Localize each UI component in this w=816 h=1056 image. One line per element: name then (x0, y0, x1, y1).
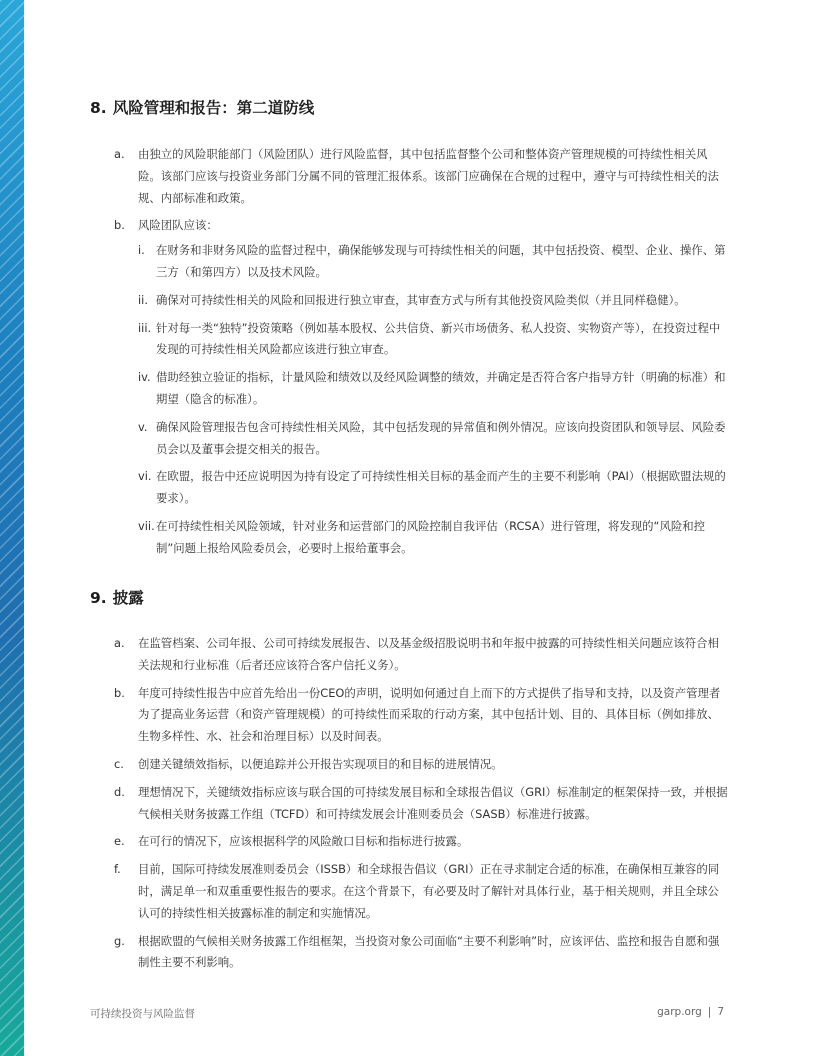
list-item (90, 683, 730, 748)
footer-document-title: 可持续投资与风险监督 (90, 1008, 195, 1020)
list-item (90, 215, 730, 559)
sub-list-item-text: 在可持续性相关风险领域，针对业务和运营部门的风险控制自我评估（RCSA）进行管理，将发现的“风险和控制”问题上报给风险委员会，必要时上报给董事会。 (156, 518, 706, 555)
list-item-text: 在可行的情况下，应该根据科学的风险敞口目标和指标进行披露。 (138, 834, 469, 849)
list-item-text: 创建关键绩效指标，以便追踪并公开报告实现项目的和目标的进展情况。 (138, 756, 503, 771)
sub-list-marker: v. (138, 419, 148, 434)
list-item (90, 859, 730, 924)
sub-list-marker: vi. (138, 469, 152, 484)
decorative-side-stripe (0, 0, 24, 1056)
sub-list-item-text: 针对每一类“独特”投资策略（例如基本股权、公共信贷、新兴市场债务、私人投资、实物资产等），在投资过程中发现的可持续性相关风险都应该进行独立审查。 (156, 320, 721, 357)
sub-list-item (138, 367, 730, 411)
sub-list-item (138, 318, 730, 362)
list-item (90, 831, 730, 853)
sub-list-marker: i. (138, 243, 145, 258)
list-marker: c. (114, 756, 124, 771)
list-marker: a. (114, 636, 125, 650)
list-item-text: 根据欧盟的气候相关财务披露工作组框架，当投资对象公司面临“主要不利影响”时，应该评估、监控和报告自愿和强制性主要不利影响。 (138, 933, 720, 970)
list-marker: g. (114, 933, 125, 948)
list-marker: b. (114, 218, 125, 233)
list-item-text: 年度可持续性报告中应首先给出一份CEO的声明，说明如何通过自上而下的方式提供了指导和支持，以及资产管理者为了提高业务运营（和资产管理规模）的可持续性而采取的行动方案，其中包括计划、目的、具体目标（例如排放、生物多样性、水、社会和治理目标）以及时间表。 (138, 685, 721, 744)
list-item-text: 由独立的风险职能部门（风险团队）进行风险监督，其中包括监督整个公司和整体资产管理规模的可持续性相关风险。该部门应该与投资业务部门分属不同的管理汇报体系。该部门应确保在合规的过程中，遵守与可持续性相关的法规、内部标准和政策。 (138, 147, 719, 205)
section-9-title: 披露 (112, 589, 144, 607)
sub-list-item (138, 516, 730, 560)
list-item-text: 目前，国际可持续发展准则委员会（ISSB）和全球报告倡议（GRI）正在寻求制定合适的标准，在确保相互兼容的同时，满足单一和双重重要性报告的要求。在这个背景下，有必要及时了解针对具体行业，基于相关规则，并且全球公认可的持续性相关披露标准的制定和实施情况。 (138, 862, 720, 920)
sub-list-marker: iv. (138, 370, 151, 385)
section-8-list (90, 144, 730, 566)
sub-list-item-text: 确保风险管理报告包含可持续性相关风险，其中包括发现的异常值和例外情况。应该向投资团队和领导层、风险委员会以及董事会提交相关的报告。 (156, 419, 726, 456)
sub-list-marker: ii. (138, 292, 148, 307)
list-item (90, 633, 730, 677)
list-marker: d. (114, 784, 125, 799)
sub-list-item (138, 466, 730, 510)
sub-list-marker: iii. (138, 320, 152, 335)
section-9-list (90, 633, 730, 980)
sub-list-item-text: 确保对可持续性相关的风险和回报进行独立审查，其审查方式与所有其他投资风险类似（并且同样稳健）。 (156, 292, 686, 307)
sub-list-item-text: 在财务和非财务风险的监督过程中，确保能够发现与可持续性相关的问题，其中包括投资、模型、企业、操作、第三方（和第四方）以及技术风险。 (156, 243, 726, 279)
footer-page-info (657, 1006, 724, 1018)
list-marker: e. (114, 834, 125, 849)
list-item (90, 931, 730, 975)
sub-list (138, 240, 730, 559)
section-9-heading (90, 586, 144, 608)
list-item-text: 在监管档案、公司年报、公司可持续发展报告、以及基金级招股说明书和年报中披露的可持续性相关问题应该符合相关法规和行业标准（后者还应该符合客户信托义务）。 (138, 636, 719, 672)
sub-list-marker: vii. (138, 518, 155, 533)
list-item (90, 754, 730, 776)
list-item (90, 144, 730, 209)
sub-list-item (138, 240, 730, 284)
list-marker: a. (114, 147, 125, 161)
section-8-heading (90, 96, 314, 118)
section-8-title: 风险管理和报告：第二道防线 (112, 99, 315, 117)
section-8-number: 8. (90, 99, 107, 117)
sub-list-item-text: 在欧盟，报告中还应说明因为持有设定了可持续性相关目标的基金而产生的主要不利影响（PAI）（根据欧盟法规的要求）。 (156, 469, 726, 506)
list-item (90, 782, 730, 826)
list-item-text: 风险团队应该： (138, 218, 218, 233)
footer-page-number: 7 (717, 1006, 724, 1018)
sub-list-item (138, 417, 730, 461)
section-9-number: 9. (90, 589, 107, 607)
footer-site-link[interactable]: garp.org (657, 1006, 702, 1018)
list-marker: f. (114, 862, 121, 877)
list-item-text: 理想情况下，关键绩效指标应该与联合国的可持续发展目标和全球报告倡议（GRI）标准制定的框架保持一致，并根据气候相关财务披露工作组（TCFD）和可持续发展会计准则委员会（SASB）标准进行披露。 (138, 784, 728, 821)
sub-list-item-text: 借助经独立验证的指标，计量风险和绩效以及经风险调整的绩效，并确定是否符合客户指导方针（明确的标准）和期望（隐含的标准）。 (156, 370, 726, 406)
footer-separator: | (707, 1006, 712, 1018)
sub-list-item (138, 290, 730, 312)
list-marker: b. (114, 685, 125, 700)
